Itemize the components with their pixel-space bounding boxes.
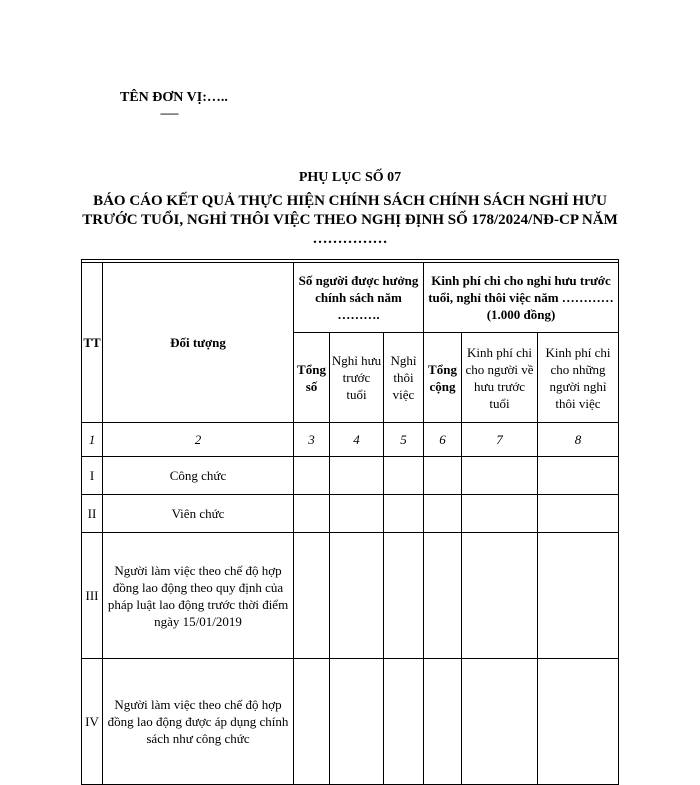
table-cell (384, 495, 424, 533)
column-number: 4 (330, 423, 384, 457)
report-title (70, 192, 630, 249)
subheader-grand-total: Tổng cộng (424, 333, 462, 423)
table-cell (462, 659, 538, 785)
table-cell (330, 659, 384, 785)
subheader-resign: Nghỉ thôi việc (384, 333, 424, 423)
column-group-people: Số người được hưởng chính sách năm ………. (294, 263, 424, 333)
column-number-row (82, 423, 619, 457)
column-number: 8 (538, 423, 619, 457)
table-cell (462, 495, 538, 533)
table-cell (424, 457, 462, 495)
column-number: 5 (384, 423, 424, 457)
subheader-early-retire: Nghỉ hưu trước tuổi (330, 333, 384, 423)
unit-name-label: TÊN ĐƠN VỊ:….. (120, 90, 228, 105)
table-cell (462, 457, 538, 495)
table-cell (424, 659, 462, 785)
row-subject: Người làm việc theo chế độ hợp đồng lao động theo quy định của pháp luật lao động trước thời điểm ngày 15/01/2019 (103, 533, 294, 659)
table-cell (384, 457, 424, 495)
column-number: 7 (462, 423, 538, 457)
table-row (82, 495, 619, 533)
report-title-line: BÁO CÁO KẾT QUẢ THỰC HIỆN CHÍNH SÁCH CHÍNH SÁCH NGHỈ HƯU (93, 193, 607, 209)
table-cell (384, 533, 424, 659)
table-cell (330, 533, 384, 659)
table-cell (538, 457, 619, 495)
unit-name-underline: ------ (160, 106, 178, 120)
table-cell (538, 533, 619, 659)
table-cell (294, 533, 330, 659)
table-cell (330, 457, 384, 495)
row-subject: Viên chức (103, 495, 294, 533)
table-cell (294, 659, 330, 785)
column-number: 3 (294, 423, 330, 457)
report-table (81, 259, 619, 785)
column-number: 1 (82, 423, 103, 457)
table-row (82, 533, 619, 659)
column-number: 2 (103, 423, 294, 457)
table-cell (384, 659, 424, 785)
report-title-line: TRƯỚC TUỔI, NGHỈ THÔI VIỆC THEO NGHỊ ĐỊNH SỐ 178/2024/NĐ-CP NĂM (82, 212, 618, 228)
table-row (82, 457, 619, 495)
table-cell (294, 457, 330, 495)
row-tt: III (82, 533, 103, 659)
row-tt: IV (82, 659, 103, 785)
report-title-line: …………… (312, 231, 388, 247)
table-row (82, 659, 619, 785)
table-cell (424, 533, 462, 659)
subheader-fund-early: Kinh phí chi cho người về hưu trước tuổi (462, 333, 538, 423)
column-number: 6 (424, 423, 462, 457)
table-cell (538, 495, 619, 533)
subheader-total: Tổng số (294, 333, 330, 423)
column-header-tt: TT (82, 263, 103, 423)
table-cell (330, 495, 384, 533)
table-cell (462, 533, 538, 659)
table-cell (538, 659, 619, 785)
row-subject: Công chức (103, 457, 294, 495)
row-tt: I (82, 457, 103, 495)
table-cell (294, 495, 330, 533)
column-header-subject: Đối tượng (103, 263, 294, 423)
row-tt: II (82, 495, 103, 533)
row-subject: Người làm việc theo chế độ hợp đồng lao động được áp dụng chính sách như công chức (103, 659, 294, 785)
column-group-funding: Kinh phí chi cho nghỉ hưu trước tuổi, nghỉ thôi việc năm ………… (1.000 đồng) (424, 263, 619, 333)
subheader-fund-resign: Kinh phí chi cho những người nghỉ thôi việc (538, 333, 619, 423)
table-cell (424, 495, 462, 533)
appendix-label: PHỤ LỤC SỐ 07 (298, 170, 402, 185)
